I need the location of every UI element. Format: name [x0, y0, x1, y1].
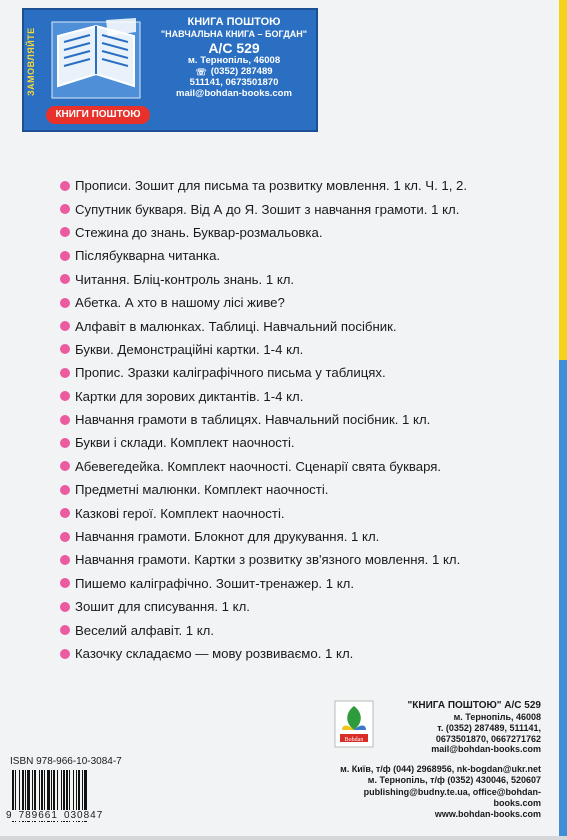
bullet-icon [60, 204, 70, 214]
banner-phone: (0352) 287489 [210, 66, 273, 77]
list-item [60, 244, 540, 267]
bullet-icon [60, 602, 70, 612]
list-item [60, 385, 540, 408]
book-title: Абевегедейка. Комплект наочності. Сценарії свята букваря. [75, 458, 442, 474]
bullet-icon [60, 532, 70, 542]
bullet-icon [60, 391, 70, 401]
list-item [60, 174, 540, 197]
list-item [60, 408, 540, 431]
book-title: Казочку складаємо — мову розвиваємо. 1 кл. [75, 646, 354, 661]
bullet-icon [60, 227, 70, 237]
bullet-icon [60, 298, 70, 308]
banner-info [154, 16, 314, 100]
list-item [60, 431, 540, 454]
book-title: Навчання грамоти. Блокнот для друкування. 1 кл. [75, 529, 380, 545]
list-item [60, 268, 540, 291]
footer-contacts [321, 764, 541, 820]
list-item [60, 221, 540, 244]
bullet-icon [60, 274, 70, 284]
mail-order-box: "КНИГА ПОШТОЮ" А/С 529 [407, 700, 541, 711]
isbn: ISBN 978-966-10-3084-7 [10, 756, 122, 767]
bullet-icon [60, 368, 70, 378]
list-item [60, 314, 540, 337]
bullet-icon [60, 508, 70, 518]
banner-phones2: 511141, 0673501870 [189, 76, 279, 88]
bullet-icon [60, 344, 70, 354]
bullet-icon [60, 321, 70, 331]
phone-icon: ☏ [195, 67, 207, 77]
book-title: Стежина до знань. Буквар-розмальовка. [75, 224, 323, 240]
list-item [60, 642, 540, 665]
list-item [60, 478, 540, 501]
barcode-digit-lead: 9 [6, 810, 13, 821]
book-title: Алфавіт в малюнках. Таблиці. Навчальний посібник. [75, 318, 397, 334]
bullet-icon [60, 625, 70, 635]
book-title: Веселий алфавіт. 1 кл. [75, 622, 215, 638]
banner-email: mail@bohdan-books.com [176, 87, 292, 99]
list-item [60, 618, 540, 641]
footer-website: www.bohdan-books.com [434, 809, 541, 819]
publisher-phones-1: т. (0352) 287489, 511141, [437, 722, 541, 733]
list-item [60, 338, 540, 361]
book-list [60, 174, 540, 665]
publisher-phones-2: 0673501870, 0667271762 [435, 733, 541, 744]
banner-subtitle: "НАВЧАЛЬНА КНИГА – БОГДАН" [160, 28, 308, 39]
list-item [60, 197, 540, 220]
bottom-edge [0, 836, 567, 840]
book-title: Пишемо каліграфічно. Зошит-тренажер. 1 кл. [75, 575, 355, 591]
footer-publishing-email: publishing@budny.te.ua, office@bohdan-books.com [363, 786, 541, 808]
list-item [60, 572, 540, 595]
bullet-icon [60, 438, 70, 448]
bullet-icon [60, 649, 70, 659]
book-title: Читання. Бліц-контроль знань. 1 кл. [75, 271, 295, 287]
list-item [60, 595, 540, 618]
logo-caption: Bohdan [344, 737, 364, 743]
publisher-email: mail@bohdan-books.com [431, 744, 541, 755]
mail-order-banner [22, 8, 318, 132]
book-title: Предметні малюнки. Комплект наочності. [75, 482, 329, 498]
banner-city: м. Тернопіль, 46008 [187, 55, 281, 67]
banner-box: А/С 529 [208, 39, 260, 56]
bullet-icon [60, 415, 70, 425]
list-item [60, 291, 540, 314]
list-item [60, 361, 540, 384]
book-title: Прописи. Зошит для письма та розвитку мовлення. 1 кл. Ч. 1, 2. [75, 178, 468, 194]
publisher-city: м. Тернопіль, 46008 [453, 712, 541, 722]
book-title: Букви. Демонстраційні картки. 1-4 кл. [75, 341, 304, 357]
book-title: Пропис. Зразки каліграфічного письма у таблицях. [75, 365, 386, 381]
bullet-icon [60, 181, 70, 191]
bullet-icon [60, 555, 70, 565]
book-title: Абетка. А хто в нашому лісі живе? [75, 295, 285, 311]
book-title: Навчання грамоти. Картки з розвитку зв'язного мовлення. 1 кл. [75, 552, 461, 568]
banner-title: КНИГА ПОШТОЮ [187, 16, 281, 28]
publisher-contacts [361, 700, 541, 755]
book-title: Казкові герої. Комплект наочності. [75, 505, 285, 521]
barcode-digits [6, 810, 130, 821]
bullet-icon [60, 578, 70, 588]
bullet-icon [60, 251, 70, 261]
book-title: Супутник букваря. Від А до Я. Зошит з навчання грамоти. 1 кл. [75, 201, 460, 217]
right-blue-strip [559, 360, 567, 840]
list-item [60, 455, 540, 478]
barcode-digits-left: 789661 [18, 810, 58, 821]
open-book-icon [48, 16, 144, 104]
right-yellow-strip [559, 0, 567, 360]
footer-kyiv: м. Київ, т/ф (044) 2968956, nk-bogdan@ukr.net [340, 764, 541, 774]
book-title: Зошит для списування. 1 кл. [75, 599, 250, 615]
barcode-digits-right: 030847 [63, 810, 104, 821]
banner-side-text: ЗАМОВЛЯЙТЕ [26, 27, 36, 97]
footer-ternopil: м. Тернопіль, т/ф (0352) 430046, 520607 [367, 775, 541, 786]
book-title: Навчання грамоти в таблицях. Навчальний посібник. 1 кл. [75, 412, 431, 428]
bullet-icon [60, 461, 70, 471]
bullet-icon [60, 485, 70, 495]
list-item [60, 525, 540, 548]
list-item [60, 501, 540, 524]
list-item [60, 548, 540, 571]
books-by-mail-pill: КНИГИ ПОШТОЮ [46, 106, 150, 124]
book-title: Картки для зорових диктантів. 1-4 кл. [75, 388, 304, 404]
book-title: Букви і склади. Комплект наочності. [75, 435, 295, 451]
book-title: Післябукварна читанка. [75, 248, 221, 264]
